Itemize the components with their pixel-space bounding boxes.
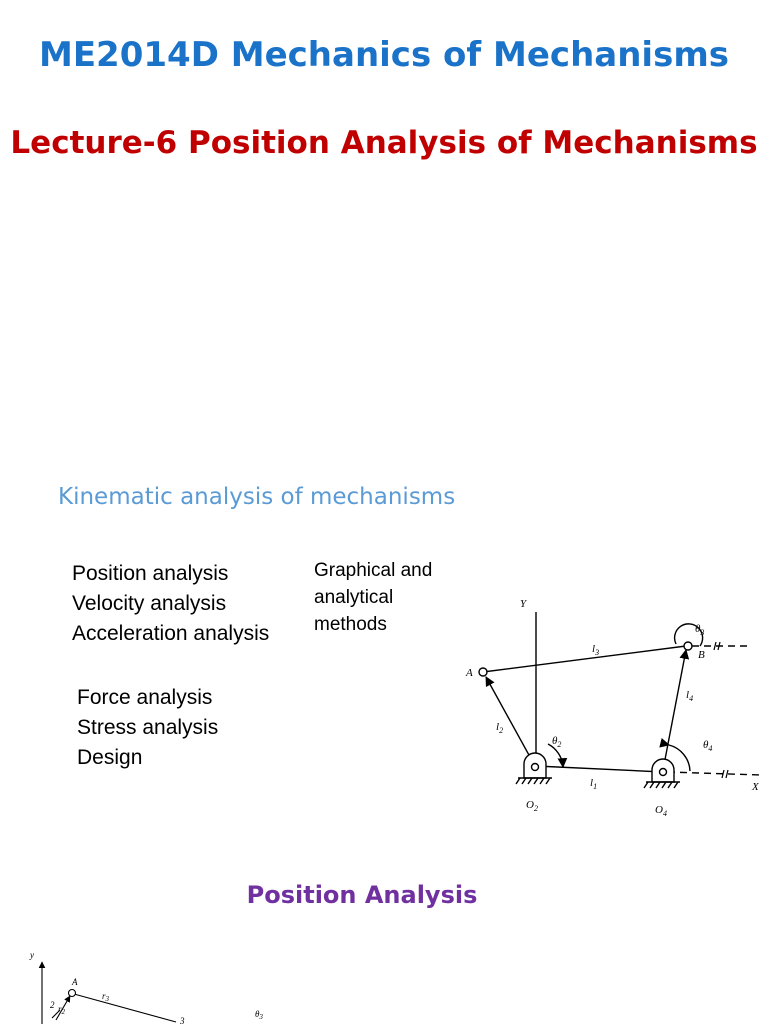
theta3-label: $\theta_3$ (255, 1009, 263, 1021)
r3-label: $r_3$ (102, 991, 110, 1003)
y-axis-label: Y (520, 598, 527, 610)
list-item: Design (77, 746, 143, 769)
joint-a-label: A (72, 977, 78, 987)
r2-label: $r_2$ (58, 1004, 66, 1016)
slide-subtitle: Lecture-6 Position Analysis of Mechanisms (10, 125, 758, 161)
label-3: 3 (180, 1016, 185, 1024)
joint-a (69, 990, 76, 997)
vector-r3 (74, 994, 176, 1022)
list-item: Position analysis (72, 562, 229, 585)
methods-note: Graphical and analytical methods (314, 560, 433, 635)
joint-a-label: A (466, 667, 473, 679)
link-4-label: $l_4$ (686, 689, 694, 703)
joint-b-label: B (698, 649, 705, 661)
label-2: 2 (50, 1000, 55, 1010)
y-axis-label: y (30, 950, 34, 960)
list-item: Force analysis (77, 686, 213, 709)
link-1-label: $l_1$ (590, 777, 598, 791)
link-2-label: $l_2$ (496, 721, 504, 735)
kinematic-analysis-heading: Kinematic analysis of mechanisms (58, 484, 456, 510)
pivot-o4-label: $O_4$ (655, 804, 667, 818)
list-item: Acceleration analysis (72, 622, 270, 645)
link-3-label: $l_3$ (592, 643, 600, 657)
position-analysis-heading: Position Analysis (246, 881, 478, 909)
theta4-label: $\theta_4$ (703, 739, 713, 753)
slide-title: ME2014D Mechanics of Mechanisms (39, 35, 729, 75)
x-axis-label: X (752, 781, 759, 793)
theta2-label: $\theta_2$ (552, 735, 562, 749)
list-item: Velocity analysis (72, 592, 227, 615)
pivot-o2-label: $O_2$ (526, 799, 538, 813)
theta3-label: $\theta_3$ (695, 623, 705, 637)
list-item: Stress analysis (77, 716, 219, 739)
